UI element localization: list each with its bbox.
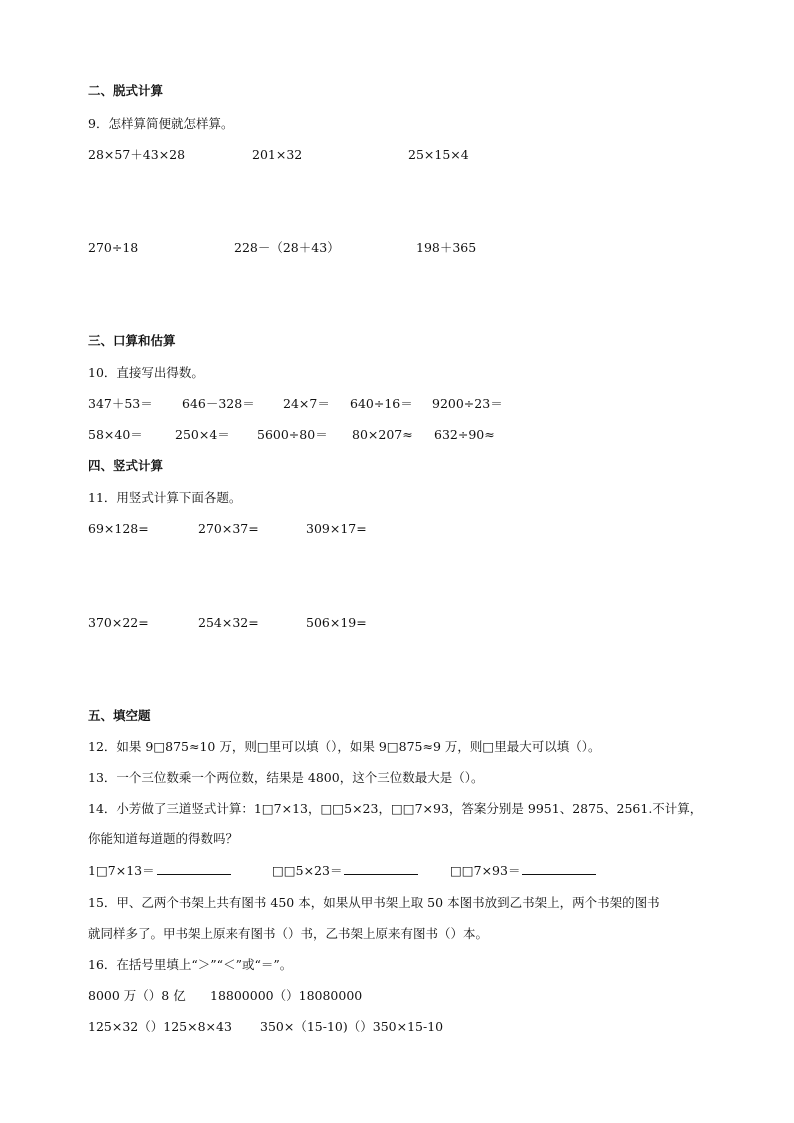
q9-expr-2: 201×32 — [252, 147, 303, 162]
q9-expr-4: 270÷18 — [88, 240, 139, 255]
q14-item-1-text: 1□7×13＝ — [88, 863, 155, 878]
question-11-stem: 11．用竖式计算下面各题。 — [88, 490, 242, 505]
q11-item-4: 370×22= — [88, 615, 149, 630]
question-15-line-2: 就同样多了。甲书架上原来有图书（）书，乙书架上原来有图书（）本。 — [88, 926, 489, 941]
section-title-5: 五、填空题 — [88, 708, 151, 723]
q9-expr-6: 198＋365 — [416, 240, 477, 255]
q14-answer-blank-1[interactable] — [157, 862, 231, 875]
q10-item-5: 9200÷23＝ — [432, 396, 503, 411]
q14-item-2 — [272, 862, 418, 879]
q14-item-3-text: □□7×93＝ — [450, 863, 521, 878]
q14-item-3 — [450, 862, 596, 879]
q16-item-4: 350×（15-10)（）350×15-10 — [260, 1019, 444, 1034]
q10-item-1: 347＋53＝ — [88, 396, 153, 411]
q10-item-2: 646－328＝ — [182, 396, 255, 411]
q10-item-7: 250×4＝ — [175, 427, 230, 442]
q14-item-1 — [88, 862, 231, 879]
q16-item-2: 18800000（）18080000 — [210, 988, 363, 1003]
section-title-2: 二、脱式计算 — [88, 83, 164, 98]
question-15-line-1: 15．甲、乙两个书架上共有图书 450 本，如果从甲书架上取 50 本图书放到乙书架上，两个书架的图书 — [88, 895, 660, 910]
question-14-line-2: 你能知道每道题的得数吗？ — [88, 831, 239, 846]
q9-expr-5: 228－（28＋43） — [234, 240, 340, 255]
q14-answer-blank-3[interactable] — [522, 862, 596, 875]
q10-item-6: 58×40＝ — [88, 427, 143, 442]
q14-answer-blank-2[interactable] — [344, 862, 418, 875]
q10-item-8: 5600÷80＝ — [257, 427, 328, 442]
question-13: 13．一个三位数乘一个两位数，结果是 4800，这个三位数最大是（）。 — [88, 770, 484, 785]
q10-item-4: 640÷16＝ — [350, 396, 413, 411]
q16-item-3: 125×32（）125×8×43 — [88, 1019, 232, 1034]
section-title-3: 三、口算和估算 — [88, 333, 176, 348]
q14-item-2-text: □□5×23＝ — [272, 863, 343, 878]
q9-expr-1: 28×57＋43×28 — [88, 147, 186, 162]
q11-item-6: 506×19= — [306, 615, 367, 630]
q11-item-1: 69×128= — [88, 521, 149, 536]
question-9-stem: 9．怎样算简便就怎样算。 — [88, 116, 234, 131]
question-12: 12．如果 9□875≈10 万，则□里可以填（），如果 9□875≈9 万，则□里最大可以填（）。 — [88, 739, 601, 754]
question-10-stem: 10．直接写出得数。 — [88, 365, 204, 380]
question-16-stem: 16．在括号里填上“＞”“＜”或“＝”。 — [88, 957, 293, 972]
q10-item-3: 24×7＝ — [283, 396, 330, 411]
q10-item-9: 80×207≈ — [352, 427, 413, 442]
q11-item-2: 270×37= — [198, 521, 259, 536]
q11-item-5: 254×32= — [198, 615, 259, 630]
q10-item-10: 632÷90≈ — [434, 427, 495, 442]
q11-item-3: 309×17= — [306, 521, 367, 536]
section-title-4: 四、竖式计算 — [88, 458, 164, 473]
q16-item-1: 8000 万（）8 亿 — [88, 988, 186, 1003]
question-14-line-1: 14．小芳做了三道竖式计算：1□7×13，□□5×23，□□7×93，答案分别是 9951、2875、2561.不计算， — [88, 801, 703, 816]
q9-expr-3: 25×15×4 — [408, 147, 469, 162]
